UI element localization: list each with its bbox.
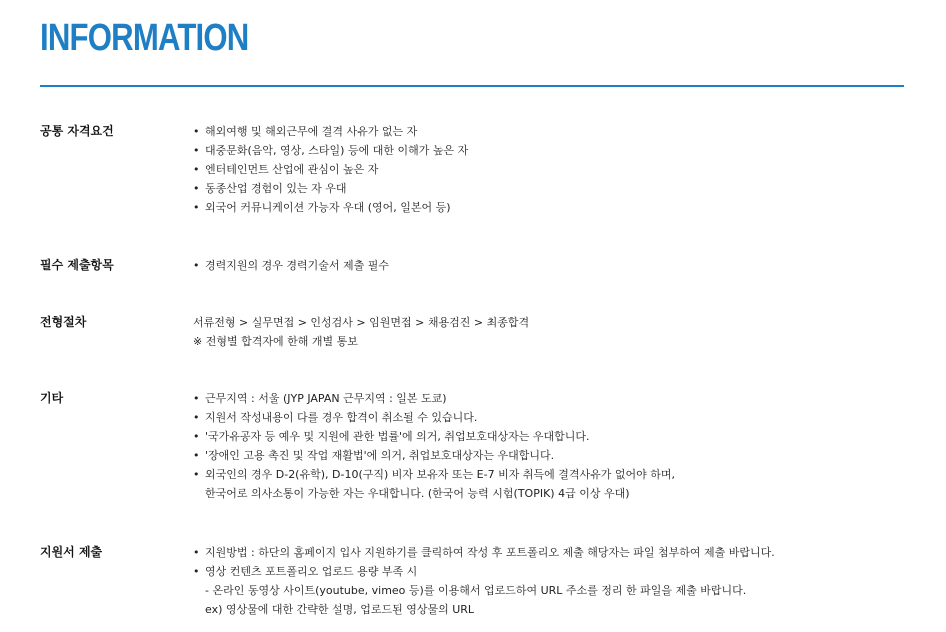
list-item: • 경력지원의 경우 경력기술서 제출 필수 bbox=[193, 256, 893, 275]
list-item: • '국가유공자 등 예우 및 지원에 관한 법률'에 의거, 취업보호대상자는 우대합니다. bbox=[193, 427, 893, 446]
title-divider bbox=[40, 85, 904, 87]
section-label: 전형절차 bbox=[40, 315, 87, 329]
requirements-list bbox=[193, 122, 893, 217]
section-body bbox=[193, 543, 893, 619]
list-item: • 대중문화(음악, 영상, 스타일) 등에 대한 이해가 높은 자 bbox=[193, 141, 893, 160]
section-body bbox=[193, 313, 893, 351]
list-item bbox=[193, 465, 893, 503]
list-item: • 근무지역 : 서울 (JYP JAPAN 근무지역 : 일본 도쿄) bbox=[193, 389, 893, 408]
list-item: • 외국어 커뮤니케이션 가능자 우대 (영어, 일본어 등) bbox=[193, 198, 893, 217]
list-item-text: • 영상 컨텐츠 포트폴리오 업로드 용량 부족 시 bbox=[205, 565, 418, 578]
section-label: 기타 bbox=[40, 391, 64, 405]
section-body bbox=[193, 256, 893, 275]
section-label: 지원서 제출 bbox=[40, 545, 103, 559]
list-item: • 동종산업 경험이 있는 자 우대 bbox=[193, 179, 893, 198]
list-item-text: • 외국인의 경우 D-2(유학), D-10(구직) 비자 보유자 또는 E-7 비자 취득에 결격사유가 없어야 하며, bbox=[205, 468, 675, 481]
list-item-subline: - 온라인 동영상 사이트(youtube, vimeo 등)를 이용해서 업로드하여 URL 주소를 정리 한 파일을 제출 바랍니다. bbox=[205, 584, 747, 597]
list-item: • 지원서 작성내용이 다를 경우 합격이 취소될 수 있습니다. bbox=[193, 408, 893, 427]
list-item bbox=[193, 562, 893, 619]
section-body bbox=[193, 389, 893, 503]
process-note: ※ 전형별 합격자에 한해 개별 통보 bbox=[193, 335, 358, 348]
list-item: • 엔터테인먼트 산업에 관심이 높은 자 bbox=[193, 160, 893, 179]
application-list bbox=[193, 543, 893, 619]
list-item-subline: ex) 영상물에 대한 간략한 설명, 업로드된 영상물의 URL bbox=[205, 603, 475, 616]
list-item: • 지원방법 : 하단의 홈페이지 입사 지원하기를 클릭하여 작성 후 포트폴리오 제출 해당자는 파일 첨부하여 제출 바랍니다. bbox=[193, 543, 893, 562]
section-label: 공통 자격요건 bbox=[40, 124, 114, 138]
list-item: • 해외여행 및 해외근무에 결격 사유가 없는 자 bbox=[193, 122, 893, 141]
submissions-list bbox=[193, 256, 893, 275]
process-steps: 서류전형 > 실무면접 > 인성검사 > 임원면접 > 채용검진 > 최종합격 bbox=[193, 316, 530, 329]
page-title: INFORMATION bbox=[40, 17, 249, 59]
etc-list bbox=[193, 389, 893, 503]
section-body bbox=[193, 122, 893, 217]
list-item: • '장애인 고용 촉진 및 작업 재활법'에 의거, 취업보호대상자는 우대합니다. bbox=[193, 446, 893, 465]
list-item-continuation: 한국어로 의사소통이 가능한 자는 우대합니다. (한국어 능력 시험(TOPIK) 4급 이상 우대) bbox=[205, 487, 630, 500]
section-label: 필수 제출항목 bbox=[40, 258, 114, 272]
